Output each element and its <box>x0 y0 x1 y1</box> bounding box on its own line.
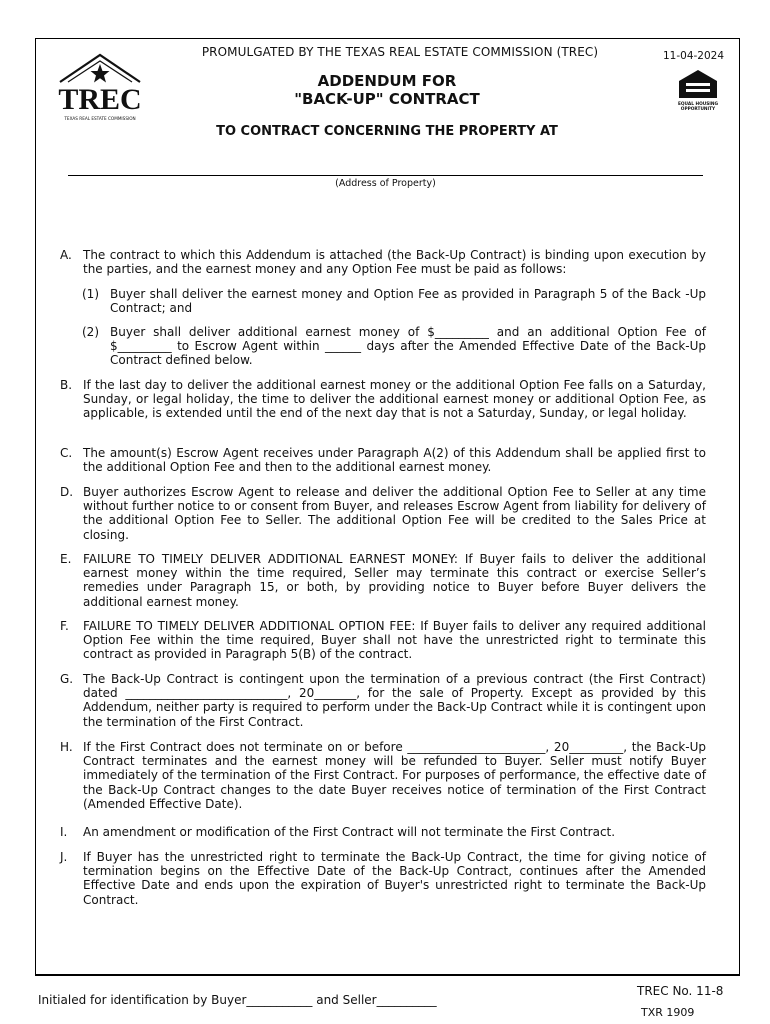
txr-form-number: TXR 1909 <box>641 1006 695 1019</box>
paragraph-h[interactable] <box>60 740 706 811</box>
paragraph-text: FAILURE TO TIMELY DELIVER ADDITIONAL OPTION FEE: If Buyer fails to deliver any required additional Option Fee within the time required, Buyer shall not have the unrestricted right to terminate this contract as provided in Paragraph 5(B) of the contract. <box>83 619 706 662</box>
form-subtitle: TO CONTRACT CONCERNING THE PROPERTY AT <box>216 124 558 139</box>
paragraph-e <box>60 552 706 609</box>
paragraph-letter: H. <box>60 740 73 754</box>
paragraph-letter: A. <box>60 248 72 262</box>
paragraph-text: If Buyer has the unrestricted right to terminate the Back-Up Contract, the time for giving notice of termination begins on the Effective Date of the Back-Up Contract, continues after the Amended Effective Date and ends upon the expiration of Buyer's unrestricted right to terminate the Back-Up Contract. <box>83 850 706 907</box>
paragraph-letter: F. <box>60 619 69 633</box>
trec-logo-text: TREC <box>58 83 142 116</box>
paragraph-text[interactable]: If the First Contract does not terminate on or before _______________________, 20_________, the Back-Up Contract terminates and the earnest money will be refunded to Buyer. Seller must notify Buyer immediately of the termination of the First Contract. For purposes of performance, the effective date of the Back-Up Contract changes to the date Buyer receives notice of termination of the First Contract (Amended Effective Date). <box>83 740 706 811</box>
paragraph-c <box>60 446 706 474</box>
paragraph-text: Buyer shall deliver the earnest money and Option Fee as provided in Paragraph 5 of the Back -Up Contract; and <box>110 287 706 316</box>
trec-logo-caption: TEXAS REAL ESTATE COMMISSION <box>64 116 136 121</box>
paragraph-text: If the last day to deliver the additional earnest money or the additional Option Fee falls on a Saturday, Sunday, or legal holiday, the time to deliver the additional earnest money or additional Option Fee, as applicable, is extended until the end of the next day that is not a Saturday, Sunday, or legal holiday. <box>83 378 706 421</box>
address-field[interactable] <box>68 175 703 176</box>
paragraph-letter: J. <box>60 850 68 864</box>
promulgated-line: PROMULGATED BY THE TEXAS REAL ESTATE COMMISSION (TREC) <box>201 45 599 59</box>
paragraph-j <box>60 850 706 907</box>
form-title-line2: "BACK-UP" CONTRACT <box>294 90 480 108</box>
paragraph-letter: D. <box>60 485 74 499</box>
paragraph-b <box>60 378 706 421</box>
form-date: 11-04-2024 <box>663 50 725 62</box>
paragraph-text[interactable]: The Back-Up Contract is contingent upon the termination of a previous contract (the First Contract) dated ___________________________, 20_______, for the sale of Property. Except as provided by this Addendum, neither party is required to perform under the Back-Up Contract while it is contingent upon the termination of the First Contract. <box>83 672 706 729</box>
initials-line[interactable]: Initialed for identification by Buyer___________ and Seller__________ <box>38 993 437 1007</box>
paragraph-a2[interactable] <box>82 325 706 368</box>
svg-text:OPPORTUNITY: OPPORTUNITY <box>680 107 716 112</box>
paragraph-i <box>60 825 706 839</box>
paragraph-g[interactable] <box>60 672 706 729</box>
paragraph-text: The amount(s) Escrow Agent receives under Paragraph A(2) of this Addendum shall be applied first to the additional Option Fee and then to the additional earnest money. <box>83 446 706 475</box>
paragraph-letter: B. <box>60 378 73 392</box>
paragraph-letter: I. <box>60 825 68 839</box>
paragraph-a1 <box>82 287 706 315</box>
paragraph-letter: G. <box>60 672 74 686</box>
paragraph-text: Buyer authorizes Escrow Agent to release and deliver the additional Option Fee to Seller at any time without further notice to or consent from Buyer, and releases Escrow Agent from liability for delivery of the additional Option Fee to Seller. The additional Option Fee will be credited to the Sales Price at closing. <box>83 485 706 542</box>
paragraph-letter: C. <box>60 446 73 460</box>
form-title-line1: ADDENDUM FOR <box>317 72 457 90</box>
paragraph-number: (1) <box>82 287 99 301</box>
paragraph-a <box>60 248 706 276</box>
trec-form-number: TREC No. 11-8 <box>637 984 724 998</box>
paragraph-text: An amendment or modification of the First Contract will not terminate the First Contract. <box>83 825 616 839</box>
paragraph-text[interactable]: Buyer shall deliver additional earnest money of $_________ and an additional Option Fee of $_________ to Escrow Agent within ______ days after the Amended Effective Date of the Back-Up Contract defined below. <box>110 325 706 368</box>
form-title <box>0 72 770 108</box>
address-label: (Address of Property) <box>335 178 436 189</box>
paragraph-text: FAILURE TO TIMELY DELIVER ADDITIONAL EARNEST MONEY: If Buyer fails to deliver the additional earnest money within the time required, Seller may terminate this contract or exercise Seller’s remedies under Paragraph 15, or both, by providing notice to Buyer before Buyer delivers the additional earnest money. <box>83 552 706 609</box>
paragraph-letter: E. <box>60 552 72 566</box>
paragraph-f <box>60 619 706 662</box>
paragraph-d <box>60 485 706 542</box>
svg-text:EQUAL HOUSING: EQUAL HOUSING <box>677 102 719 107</box>
paragraph-text: The contract to which this Addendum is attached (the Back-Up Contract) is binding upon execution by the parties, and the earnest money and any Option Fee must be paid as follows: <box>83 248 706 277</box>
paragraph-number: (2) <box>82 325 99 339</box>
